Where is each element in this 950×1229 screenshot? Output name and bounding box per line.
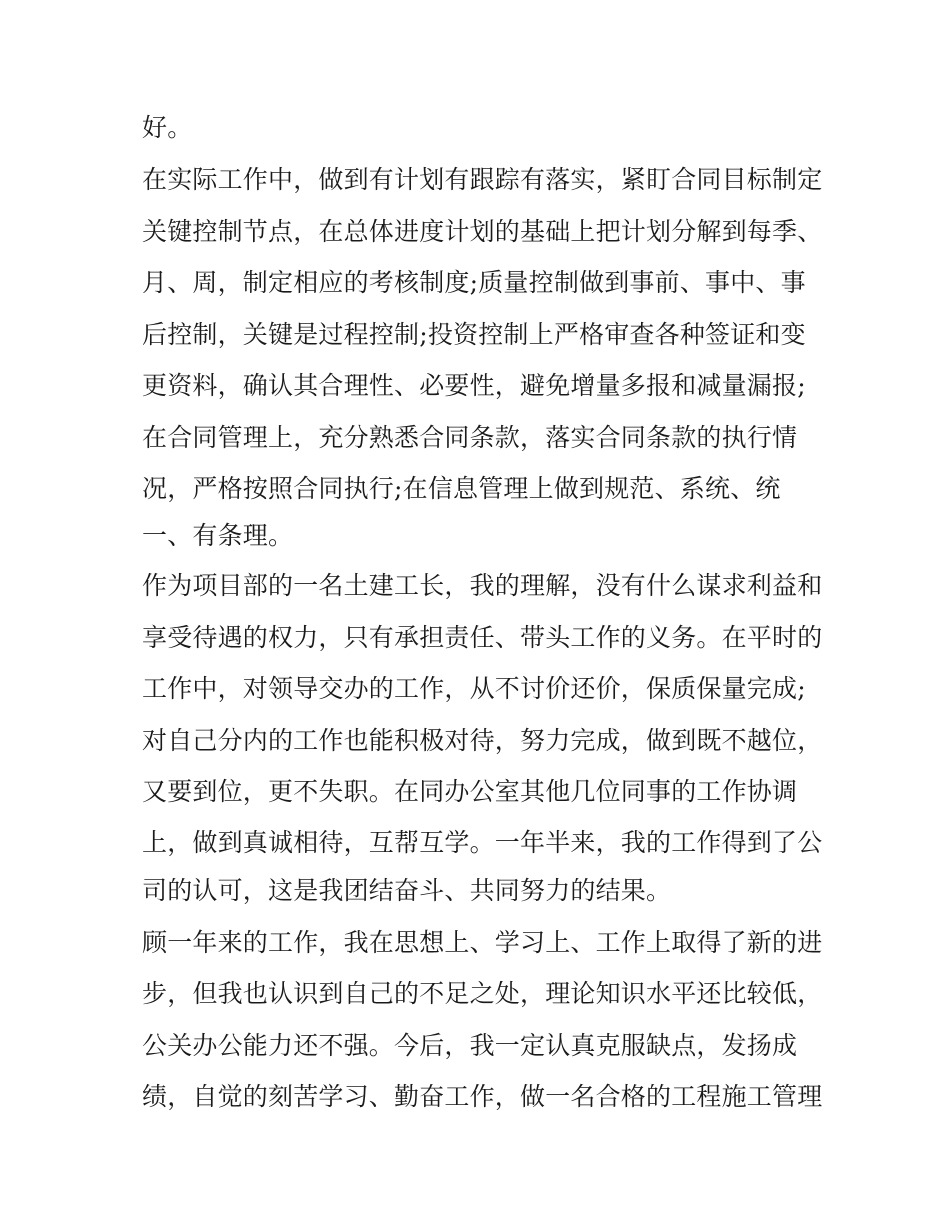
text-line: 更资料，确认其合理性、必要性，避免增量多报和减量漏报; bbox=[142, 371, 806, 400]
text-line: 在合同管理上，充分熟悉合同条款，落实合同条款的执行情 bbox=[142, 423, 798, 452]
text-line: 公关办公能力还不强。今后，我一定认真克服缺点，发扬成 bbox=[142, 1031, 798, 1060]
text-line: 一、有条理。 bbox=[142, 521, 294, 550]
text-line: 好。 bbox=[142, 113, 193, 142]
text-line: 况，严格按照合同执行;在信息管理上做到规范、系统、统 bbox=[142, 474, 781, 503]
text-line: 又要到位，更不失职。在同办公室其他几位同事的工作协调 bbox=[142, 777, 798, 806]
text-line: 月、周，制定相应的考核制度;质量控制做到事前、事中、事 bbox=[142, 268, 806, 297]
text-line: 作为项目部的一名土建工长，我的理解，没有什么谋求利益和 bbox=[142, 571, 823, 600]
text-line: 在实际工作中，做到有计划有跟踪有落实，紧盯合同目标制定 bbox=[142, 165, 823, 194]
text-line: 享受待遇的权力，只有承担责任、带头工作的义务。在平时的 bbox=[142, 623, 823, 652]
text-line: 对自己分内的工作也能积极对待，努力完成，做到既不越位， bbox=[142, 726, 823, 755]
text-line: 步，但我也认识到自己的不足之处，理论知识水平还比较低， bbox=[142, 979, 823, 1008]
text-line: 上，做到真诚相待，互帮互学。一年半来，我的工作得到了公 bbox=[142, 828, 823, 857]
text-line: 关键控制节点，在总体进度计划的基础上把计划分解到每季、 bbox=[142, 217, 823, 246]
text-line: 顾一年来的工作，我在思想上、学习上、工作上取得了新的进 bbox=[142, 928, 823, 957]
text-line: 绩，自觉的刻苦学习、勤奋工作，做一名合格的工程施工管理 bbox=[142, 1082, 823, 1111]
text-line: 后控制，关键是过程控制;投资控制上严格审查各种签证和变 bbox=[142, 320, 806, 349]
text-line: 工作中，对领导交办的工作，从不讨价还价，保质保量完成; bbox=[142, 674, 806, 703]
text-line: 司的认可，这是我团结奋斗、共同努力的结果。 bbox=[142, 876, 672, 905]
